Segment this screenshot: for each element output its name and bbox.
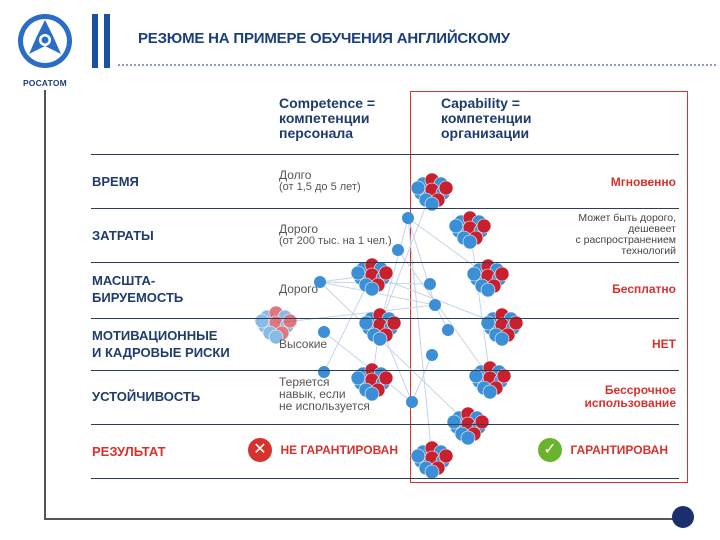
row-label-line1: ЗАТРАТЫ	[92, 228, 154, 243]
capability-text-line4: технологий	[621, 245, 676, 257]
page-title: РЕЗЮМЕ НА ПРИМЕРЕ ОБУЧЕНИЯ АНГЛИЙСКОМУ	[138, 30, 510, 47]
row-divider	[91, 318, 679, 319]
competence-text-line2: навык, если	[279, 387, 346, 401]
cross-icon: ✕	[248, 438, 272, 462]
row-label-line2: БИРУЕМОСТЬ	[92, 290, 184, 305]
atom-sphere	[406, 396, 418, 408]
competence-text-line1: Дорого	[279, 282, 319, 296]
capability-text-line1: Мгновенно	[610, 175, 676, 189]
row-label-time	[92, 173, 139, 190]
capability-text-line1: Может быть дорого,	[578, 212, 676, 224]
capability-cell-time	[611, 176, 676, 189]
capability-result	[538, 438, 668, 462]
atom-cluster	[467, 259, 509, 297]
competence-text-line2: (от 1,5 до 5 лет)	[279, 181, 361, 193]
logo-caption: РОСАТОМ	[23, 78, 67, 88]
row-label-line1: УСТОЙЧИВОСТЬ	[92, 389, 201, 404]
competence-cell-sustainability	[279, 376, 370, 412]
column-header-competence-line1: Competence =	[279, 95, 376, 111]
atom-sphere	[442, 324, 454, 336]
capability-cell-costs	[575, 213, 676, 257]
capability-text-line1: Бесплатно	[612, 282, 676, 296]
row-label-sustainability	[92, 388, 200, 405]
competence-cell-costs	[279, 223, 392, 247]
row-label-result	[92, 443, 166, 460]
column-header-capability-line1: Capability =	[441, 95, 520, 111]
competence-cell-risks	[279, 338, 327, 350]
competence-result	[248, 438, 398, 462]
competence-cell-scalability	[279, 283, 318, 295]
row-label-line1: МАСШТА-	[92, 273, 156, 288]
capability-text-line2: дешевеет	[628, 223, 676, 235]
column-header-capability	[441, 96, 532, 141]
capability-result-text: ГАРАНТИРОВАН	[570, 443, 668, 457]
result-label: РЕЗУЛЬТАТ	[92, 444, 166, 459]
row-divider	[91, 370, 679, 371]
row-divider	[91, 424, 679, 425]
competence-text-line1: Дорого	[279, 222, 319, 236]
check-icon: ✓	[538, 438, 562, 462]
capability-cell-sustainability	[584, 384, 676, 410]
competence-text-line3: не используется	[279, 399, 370, 413]
atom-cluster	[469, 361, 511, 399]
column-header-competence	[279, 96, 375, 141]
competence-text-line1: Высокие	[279, 337, 328, 351]
row-divider	[91, 154, 679, 155]
capability-text-line2: использование	[584, 396, 676, 410]
atom-cluster	[481, 308, 523, 346]
atom-cluster	[351, 258, 393, 296]
atom-sphere	[402, 212, 414, 224]
atom-cluster	[449, 211, 491, 249]
atom-cluster	[359, 308, 401, 346]
molecule-bond	[470, 228, 490, 378]
row-label-line1: МОТИВАЦИОННЫЕ	[92, 328, 218, 343]
row-label-costs	[92, 227, 154, 244]
row-divider	[91, 262, 679, 263]
row-divider	[91, 208, 679, 209]
atom-cluster	[411, 173, 453, 211]
molecule-bond	[408, 218, 432, 458]
atom-cluster	[411, 441, 453, 479]
atom-sphere	[429, 299, 441, 311]
capability-text-line1: Бессрочное	[604, 383, 676, 397]
capability-cell-scalability	[612, 283, 676, 296]
row-label-line2: И КАДРОВЫЕ РИСКИ	[92, 345, 230, 360]
competence-text-line1: Долго	[279, 168, 312, 182]
competence-cell-time	[279, 169, 361, 193]
competence-result-text: НЕ ГАРАНТИРОВАН	[280, 443, 398, 457]
competence-text-line1: Теряется	[279, 375, 330, 389]
atom-sphere	[426, 349, 438, 361]
row-divider	[91, 478, 679, 479]
molecule-bond	[380, 190, 432, 325]
row-label-scalability	[92, 272, 183, 306]
atom-cluster	[447, 407, 489, 445]
column-header-capability-line3: организации	[441, 125, 530, 141]
capability-cell-risks	[652, 338, 676, 351]
column-header-competence-line3: персонала	[279, 125, 354, 141]
atom-sphere	[424, 278, 436, 290]
row-label-risks	[92, 327, 230, 361]
row-label-line1: ВРЕМЯ	[92, 174, 139, 189]
capability-text-line1: НЕТ	[652, 337, 676, 351]
capability-text-line3: с распространением	[575, 234, 676, 246]
competence-text-line2: (от 200 тыс. на 1 чел.)	[279, 235, 392, 247]
atom-sphere	[392, 244, 404, 256]
column-header-competence-line2: компетенции	[279, 110, 370, 126]
column-header-capability-line2: компетенции	[441, 110, 532, 126]
